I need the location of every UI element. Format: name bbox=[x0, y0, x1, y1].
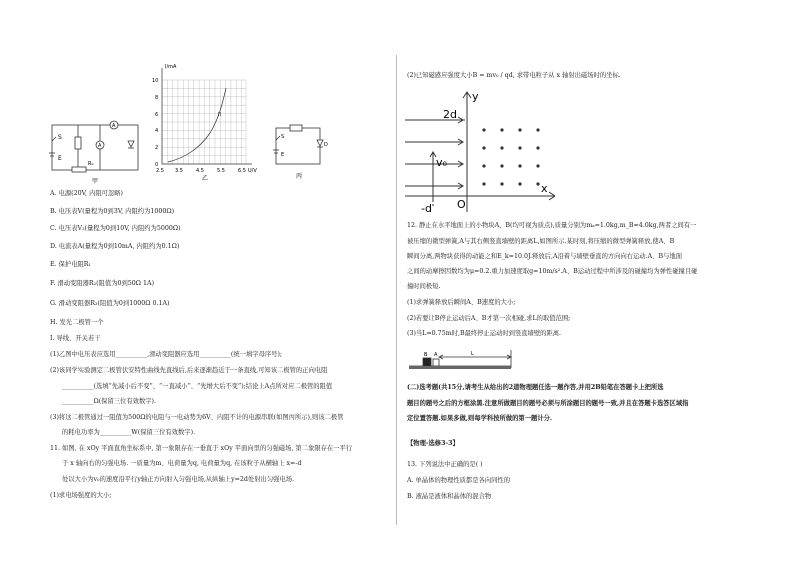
circuit-jia-label-R0: R₀ bbox=[88, 161, 94, 167]
section2-body-line1: 题目的题号之后的方框涂黑.注意所做题目的题号必须与所涂题目的题号一致,并且在答题卡选答区域指 bbox=[407, 400, 689, 407]
circuit-bing-caption: 丙 bbox=[296, 173, 303, 180]
graph-xtick-6.5: 6.5 bbox=[238, 168, 246, 174]
q10-part2-line2: __________(选填“先减小后不变”、“一直减小”、“先增大后不变”);结论上A点所对应二极管的阻值 bbox=[62, 383, 333, 390]
fig-label-O: O bbox=[457, 198, 466, 211]
graph-grid bbox=[162, 70, 246, 164]
circuit-diagram-bing bbox=[268, 122, 330, 182]
q10-part3-line1: (3)将这二极管通过一阻值为500Ω的电阻与一电动势为6V、内阻不计的电源串联(如图丙所示),则该二极管 bbox=[50, 414, 344, 421]
option-b: B. 电压表V(量程为0到3V, 内阻约为1000Ω) bbox=[50, 208, 175, 215]
option-i: I. 导线、开关若干 bbox=[50, 335, 101, 342]
q11-line1: 11. 如图, 在 xOy 平面直角坐标系中, 第一象限存在一垂直于 xOy 平面向里的匀强磁场, 第二象限存在一平行 bbox=[50, 445, 353, 452]
graph-ytick-8: 8 bbox=[155, 95, 159, 101]
q13-option-a: A. 单晶体的物理性质都是各向同性的 bbox=[407, 477, 511, 484]
q12-line3: 瞬间分离,两物块获得的动能之和E_k=10.0J.释放后,A沿着与墙壁垂直的方向向右运动.A、B与地面 bbox=[407, 253, 683, 260]
iv-curve bbox=[168, 88, 226, 162]
blocks-wall-diagram bbox=[409, 348, 515, 372]
q12-part1: (1)求弹簧释放后瞬间A、B速度的大小; bbox=[407, 299, 516, 306]
option-h: H. 发光二极管一个 bbox=[50, 319, 104, 326]
fig-label-2d: 2d bbox=[443, 108, 457, 121]
fig-label-x: x bbox=[541, 182, 548, 195]
option-a: A. 电源(20V, 内阻可忽略) bbox=[50, 190, 124, 197]
graph-ylabel: I/mA bbox=[165, 64, 177, 70]
circuit-bing-label-S: S bbox=[281, 134, 285, 140]
graph-curve-label: II bbox=[218, 112, 221, 118]
right-column bbox=[397, 0, 794, 562]
small-fig-label-B: B bbox=[424, 352, 428, 358]
q12-line5: 撞时间极短. bbox=[407, 283, 441, 290]
q12-part2: (2)若要让B停止运动后A、B才第一次相碰,求L的取值范围; bbox=[407, 315, 571, 322]
small-fig-label-L: L bbox=[471, 351, 474, 357]
graph-ytick-2: 2 bbox=[155, 145, 159, 151]
q10-part2-line3: __________Ω(保留三位有效数字). bbox=[62, 398, 156, 405]
option-f: F. 滑动变阻器R₂(阻值为0到50Ω 1A) bbox=[50, 280, 155, 287]
q10-part2-line1: (2)该同学实验测定二极管伏安特性曲线先直线后,后来逐渐趋近于一条直线,可知该二极管的正向电阻 bbox=[50, 367, 328, 374]
graph-xtick-4.5: 4.5 bbox=[196, 168, 204, 174]
q12-line4: 之间的动摩擦因数均为μ=0.2.重力加速度取g=10m/s².A、B运动过程中所涉及的碰撞均为弹性碰撞且碰 bbox=[407, 268, 698, 275]
graph-xtick-5.5: 5.5 bbox=[217, 168, 225, 174]
q13: 13. 下列说法中正确的是( ) bbox=[407, 461, 483, 468]
iv-curve-graph-yi bbox=[140, 58, 270, 184]
circuit-bing-label-D: D bbox=[324, 142, 328, 148]
circuit-jia-label-S: S bbox=[58, 134, 62, 141]
graph-ytick-6: 6 bbox=[155, 112, 159, 118]
q11-part1: (1)求电场强度的大小; bbox=[50, 492, 112, 499]
option-g: G. 滑动变阻器R₃(阻值为0到1000Ω 0.1A) bbox=[50, 300, 170, 307]
graph-xtick-2.5: 2.5 bbox=[156, 168, 164, 174]
option-e: E. 保护电阻R₁ bbox=[50, 261, 92, 268]
circuit-jia-caption: 甲 bbox=[92, 178, 99, 185]
circuit-jia-label-A-top: A bbox=[112, 123, 116, 129]
circuit-jia-label-A-mid: A bbox=[98, 143, 102, 149]
option-c: C. 电压表V₂(量程为0到10V, 内阻约为5000Ω) bbox=[50, 225, 181, 232]
q11-line3: 处以大小为v₀的速度沿平行y轴正方向射入匀强电场,从纵轴上y=2d处射出匀强电场. bbox=[62, 476, 295, 483]
graph-caption: 乙 bbox=[202, 175, 209, 182]
section2-header: (二)选考题(共15分,请考生从给出的2道物理题任选一题作答,并用2B铅笔在答题卡上把所选 bbox=[407, 384, 664, 391]
q10-part1: (1)乙图中电压表应选用__________,滑动变阻器应选用__________(统一填字母序号); bbox=[50, 351, 283, 358]
circuit-jia-label-E: E bbox=[58, 155, 62, 162]
q12-part3: (3)当L=0.75m时,B最终停止运动时到竖直墙壁的距离. bbox=[407, 330, 562, 337]
small-fig-label-A: A bbox=[434, 352, 438, 358]
q11-part2: (2)已知磁感应强度大小B = mv₀ / qd, 求带电粒子从 x 轴射出磁场时的坐标. bbox=[407, 72, 621, 79]
q11-line2: 于 x 轴向右的匀强电场. 一质量为m、电荷量为q, 电荷量为q, 在该粒子从横轴上 x=-d bbox=[62, 460, 302, 467]
graph-ytick-0: 0 bbox=[155, 162, 159, 168]
graph-xlabel: U/V bbox=[248, 168, 257, 174]
circuit-bing-label-E: E bbox=[281, 152, 285, 158]
option-d: D. 电流表A(量程为0到10mA, 内阻约为0.1Ω) bbox=[50, 243, 180, 250]
elective-title: 【物理-选修3-3】 bbox=[407, 440, 459, 447]
section2-body-line2: 定位置答题.如果多做,则每学科按所做的第一题计分. bbox=[407, 415, 553, 422]
graph-ytick-4: 4 bbox=[155, 128, 159, 134]
q13-option-b: B. 液晶是液体和晶体的混合物 bbox=[407, 493, 492, 500]
q12-line2: 被压缩的微型弹簧,A与其右侧竖直墙壁的距离L,如图所示.某时刻,将压缩的微型弹簧释放,使A、B bbox=[407, 238, 675, 245]
q12-line1: 12. 静止在水平地面上的小物块A、B(均可视为质点),质量分别为mₐ=1.0kg,m_B=4.0kg,两者之间有一 bbox=[407, 222, 697, 229]
graph-ytick-10: 10 bbox=[152, 78, 159, 84]
fig-label-y: y bbox=[472, 90, 479, 103]
field-diagram bbox=[405, 88, 555, 214]
graph-xtick-3.5: 3.5 bbox=[175, 168, 183, 174]
fig-label-v0: v₀ bbox=[436, 156, 447, 169]
q10-part3-line2: 的耗电功率为__________W(保留三位有效数字). bbox=[62, 429, 196, 436]
fig-label-neg-d: -d bbox=[421, 202, 432, 214]
circuit-diagram-jia bbox=[42, 115, 144, 187]
